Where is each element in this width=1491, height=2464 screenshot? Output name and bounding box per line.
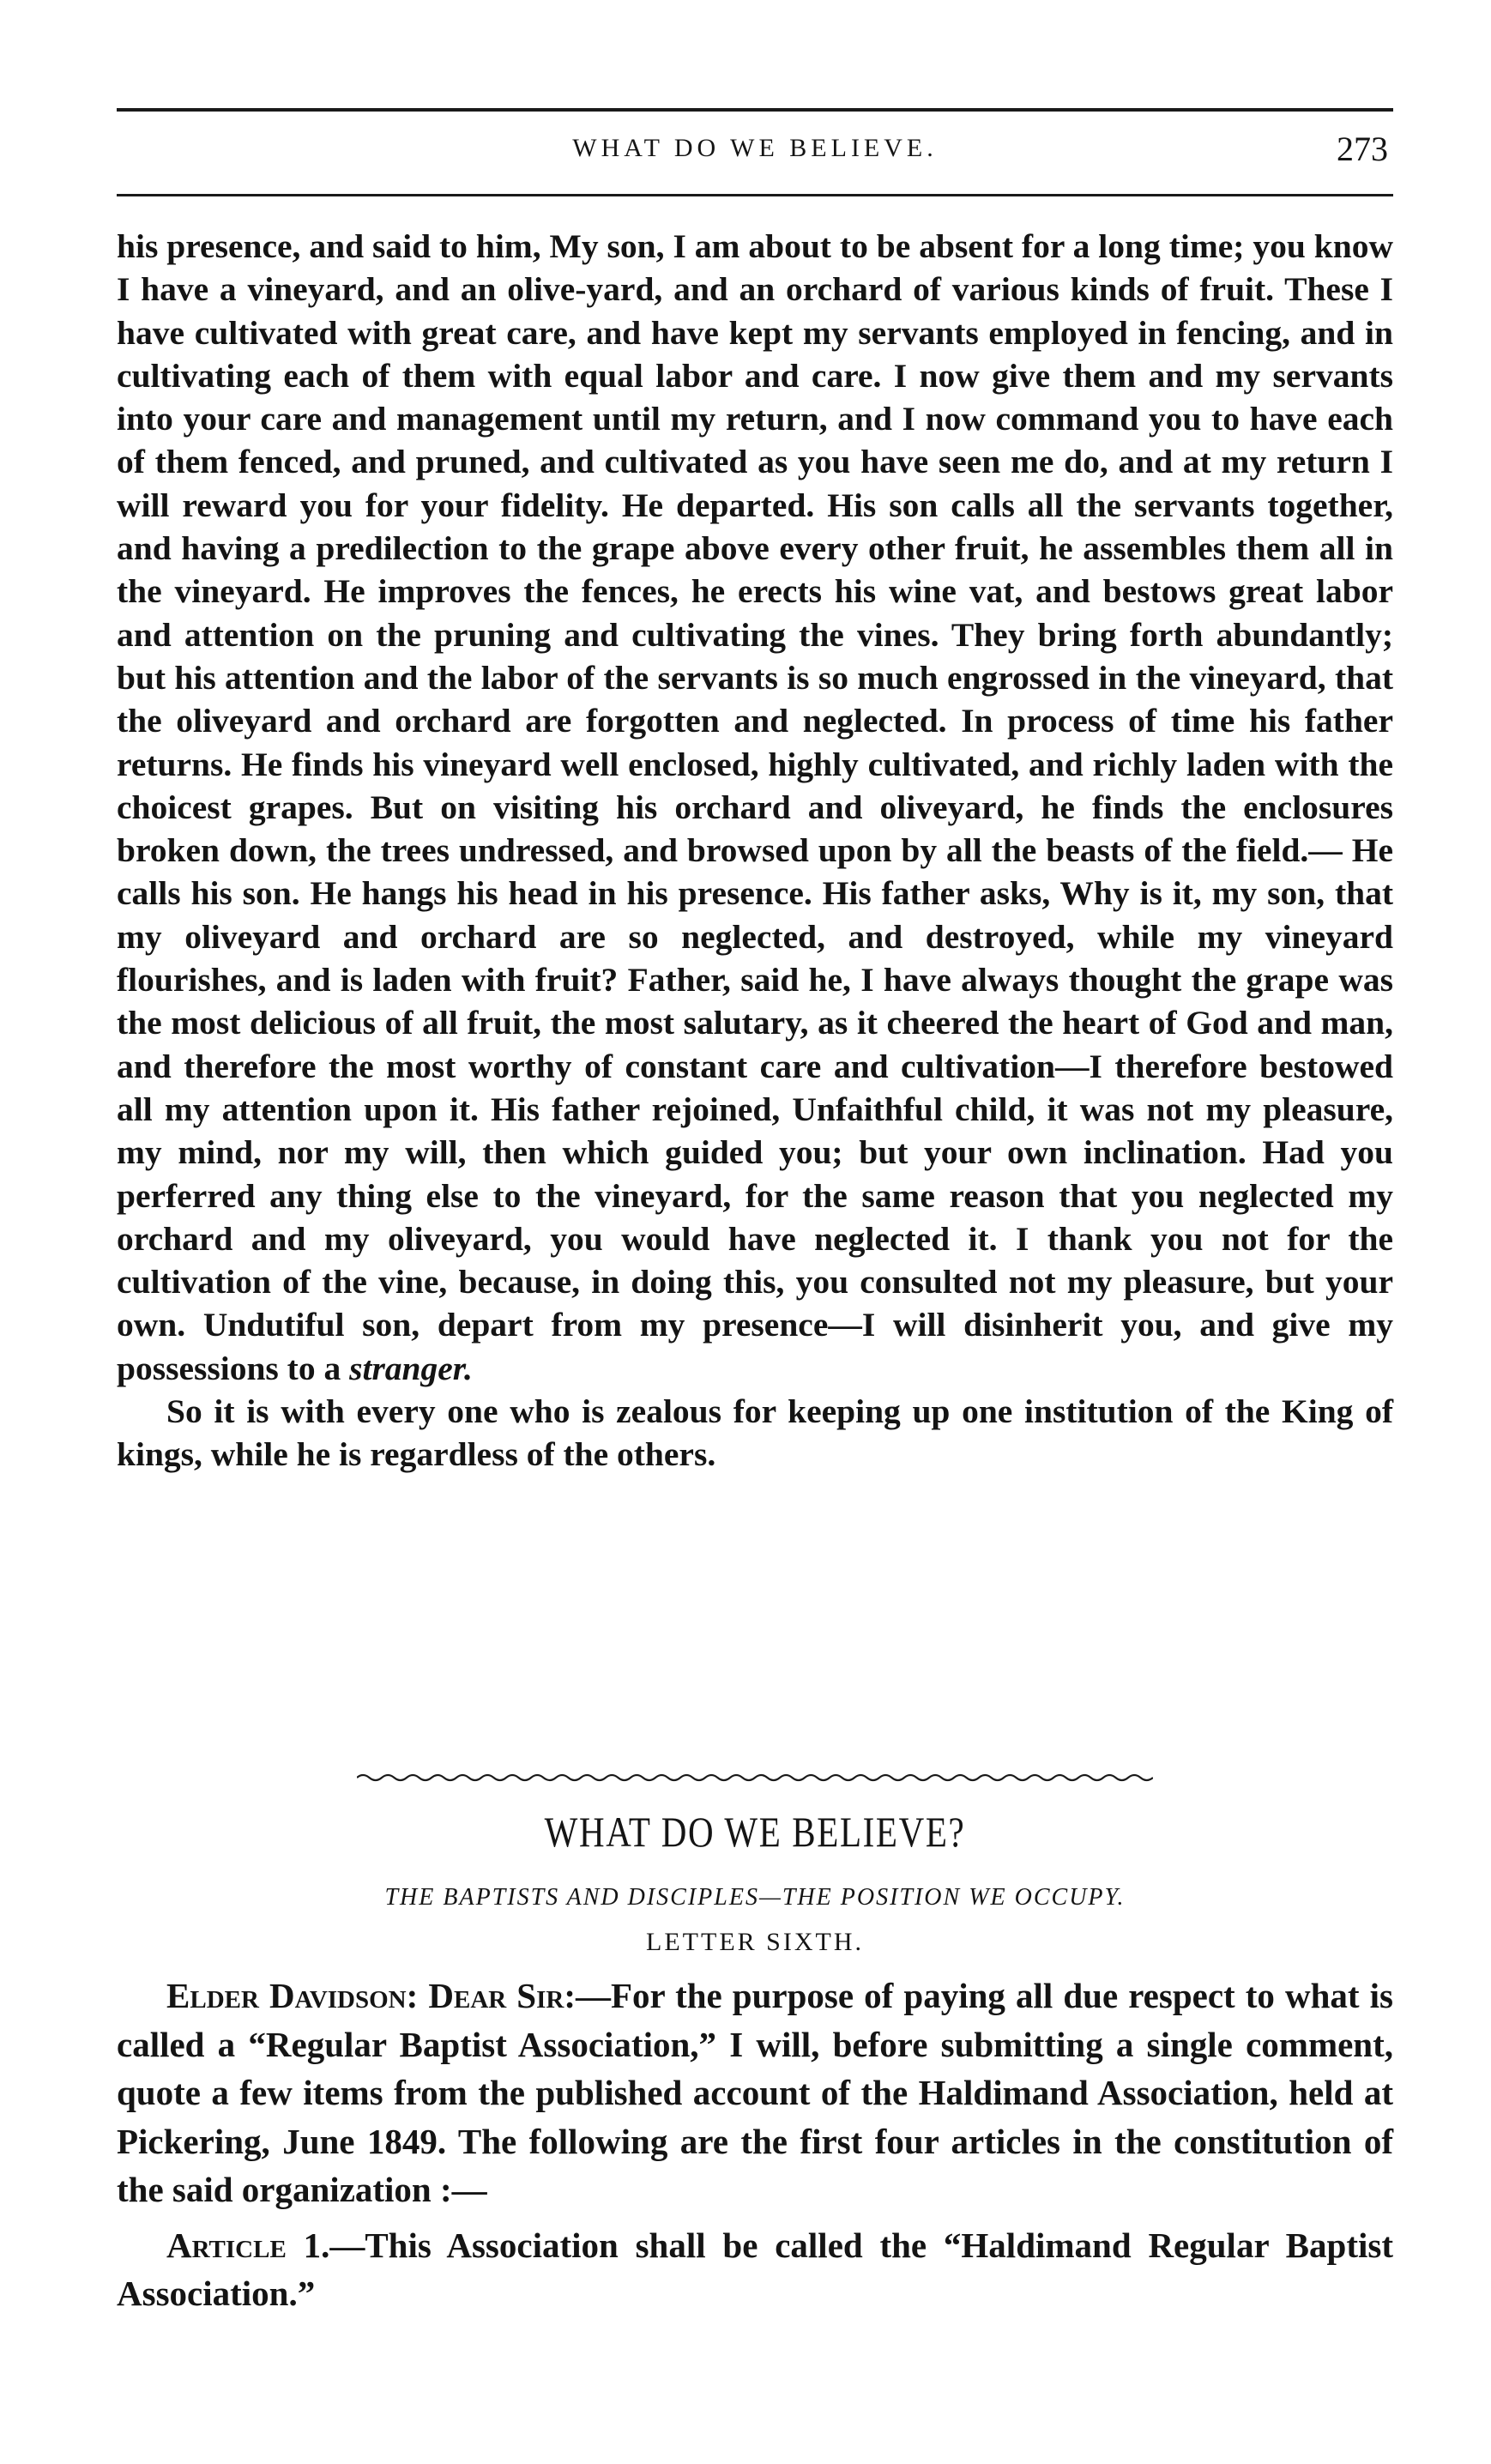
- article-label: Article 1.: [166, 2225, 330, 2265]
- header-bottom-rule: [117, 194, 1393, 196]
- body-paragraph: So it is with every one who is zealous for keeping up one institution of the King of kings, while he is regardless of the others.: [117, 1392, 1393, 1474]
- letter-number: LETTER SIXTH.: [646, 1928, 864, 1956]
- letter-text: [117, 1972, 1393, 2318]
- page-number: 273: [1337, 130, 1388, 168]
- wavy-divider: [357, 1771, 1153, 1785]
- letter-paragraph-text: —For the purpose of paying all due respect to what is called a “Regular Baptist Association,” I will, before submitting a single comment, quote a few items from the published account of the Haldimand Association, held at Pickering, June 1849. The following are the first four articles in the constitution of the said organization :—: [117, 1976, 1394, 2209]
- body-paragraph-text: his presence, and said to him, My son, I am about to be absent for a long time; you know I have a vineyard, and an olive-yard, and an orchard of various kinds of fruit. These I have cultivated with great care, and have kept my servants employed in fencing, and in cultivating each of them with equal labor and care. I now give them and my servants into your care and management until my return, and I now command you to have each of them fenced, and pruned, and cultivated as you have seen me do, and at my return I will reward you for your fidelity. He departed. His son calls all the servants together, and having a predilection to the grape above every other fruit, he assembles them all in the vineyard. He improves the fences, he erects his wine vat, and bestows great labor and attention on the pruning and cultivating the vines. They bring forth abundantly; but his attention and the labor of the servants is so much engrossed in the vineyard, that the oliveyard and orchard are forgotten and neglected. In process of time his father returns. He finds his vineyard well enclosed, highly cultivated, and richly laden with the choicest grapes. But on visiting his orchard and oliveyard, he finds the enclosures broken down, the trees undressed, and browsed upon by all the beasts of the field.— He calls his son. He hangs his head in his presence. His father asks, Why is it, my son, that my oliveyard and orchard are so neglected, and destroyed, while my vineyard flourishes, and is laden with fruit? Father, said he, I have always thought the grape was the most delicious of all fruit, the most salutary, as it cheered the heart of God and man, and therefore the most worthy of constant care and cultivation—I therefore bestowed all my attention upon it. His father rejoined, Unfaithful child, it was not my pleasure, my mind, nor my will, then which guided you; but your own inclination. Had you perferred any thing else to the vineyard, for the same reason that you neglected my orchard and my oliveyard, you would have neglected it. I thank you not for the cultivation of the vine, because, in doing this, you consulted not my pleasure, but your own. Undutiful son, depart from my presence—I will disinherit you, and give my possessions to a: [117, 227, 1393, 1387]
- running-title: WHAT DO WE BELIEVE.: [572, 134, 938, 162]
- letter-paragraph: [117, 1972, 1393, 2214]
- book-page: [117, 0, 1393, 2464]
- body-text: [117, 225, 1393, 1477]
- article-title: WHAT DO WE BELIEVE?: [544, 1808, 966, 1856]
- salutation-greeting: Dear Sir:: [428, 1976, 576, 2015]
- body-paragraph-last-word: stranger.: [349, 1349, 473, 1387]
- salutation-name: Elder Davidson:: [166, 1976, 419, 2015]
- article-subtitle: THE BAPTISTS AND DISCIPLES—THE POSITION WE OCCUPY.: [384, 1884, 1126, 1911]
- running-head: [117, 129, 1393, 180]
- article-text: —This Association shall be called the “Haldimand Regular Baptist Association.”: [117, 2225, 1393, 2313]
- header-top-rule: [117, 108, 1393, 112]
- constitution-article: [117, 2221, 1393, 2318]
- body-paragraph: [117, 225, 1393, 1390]
